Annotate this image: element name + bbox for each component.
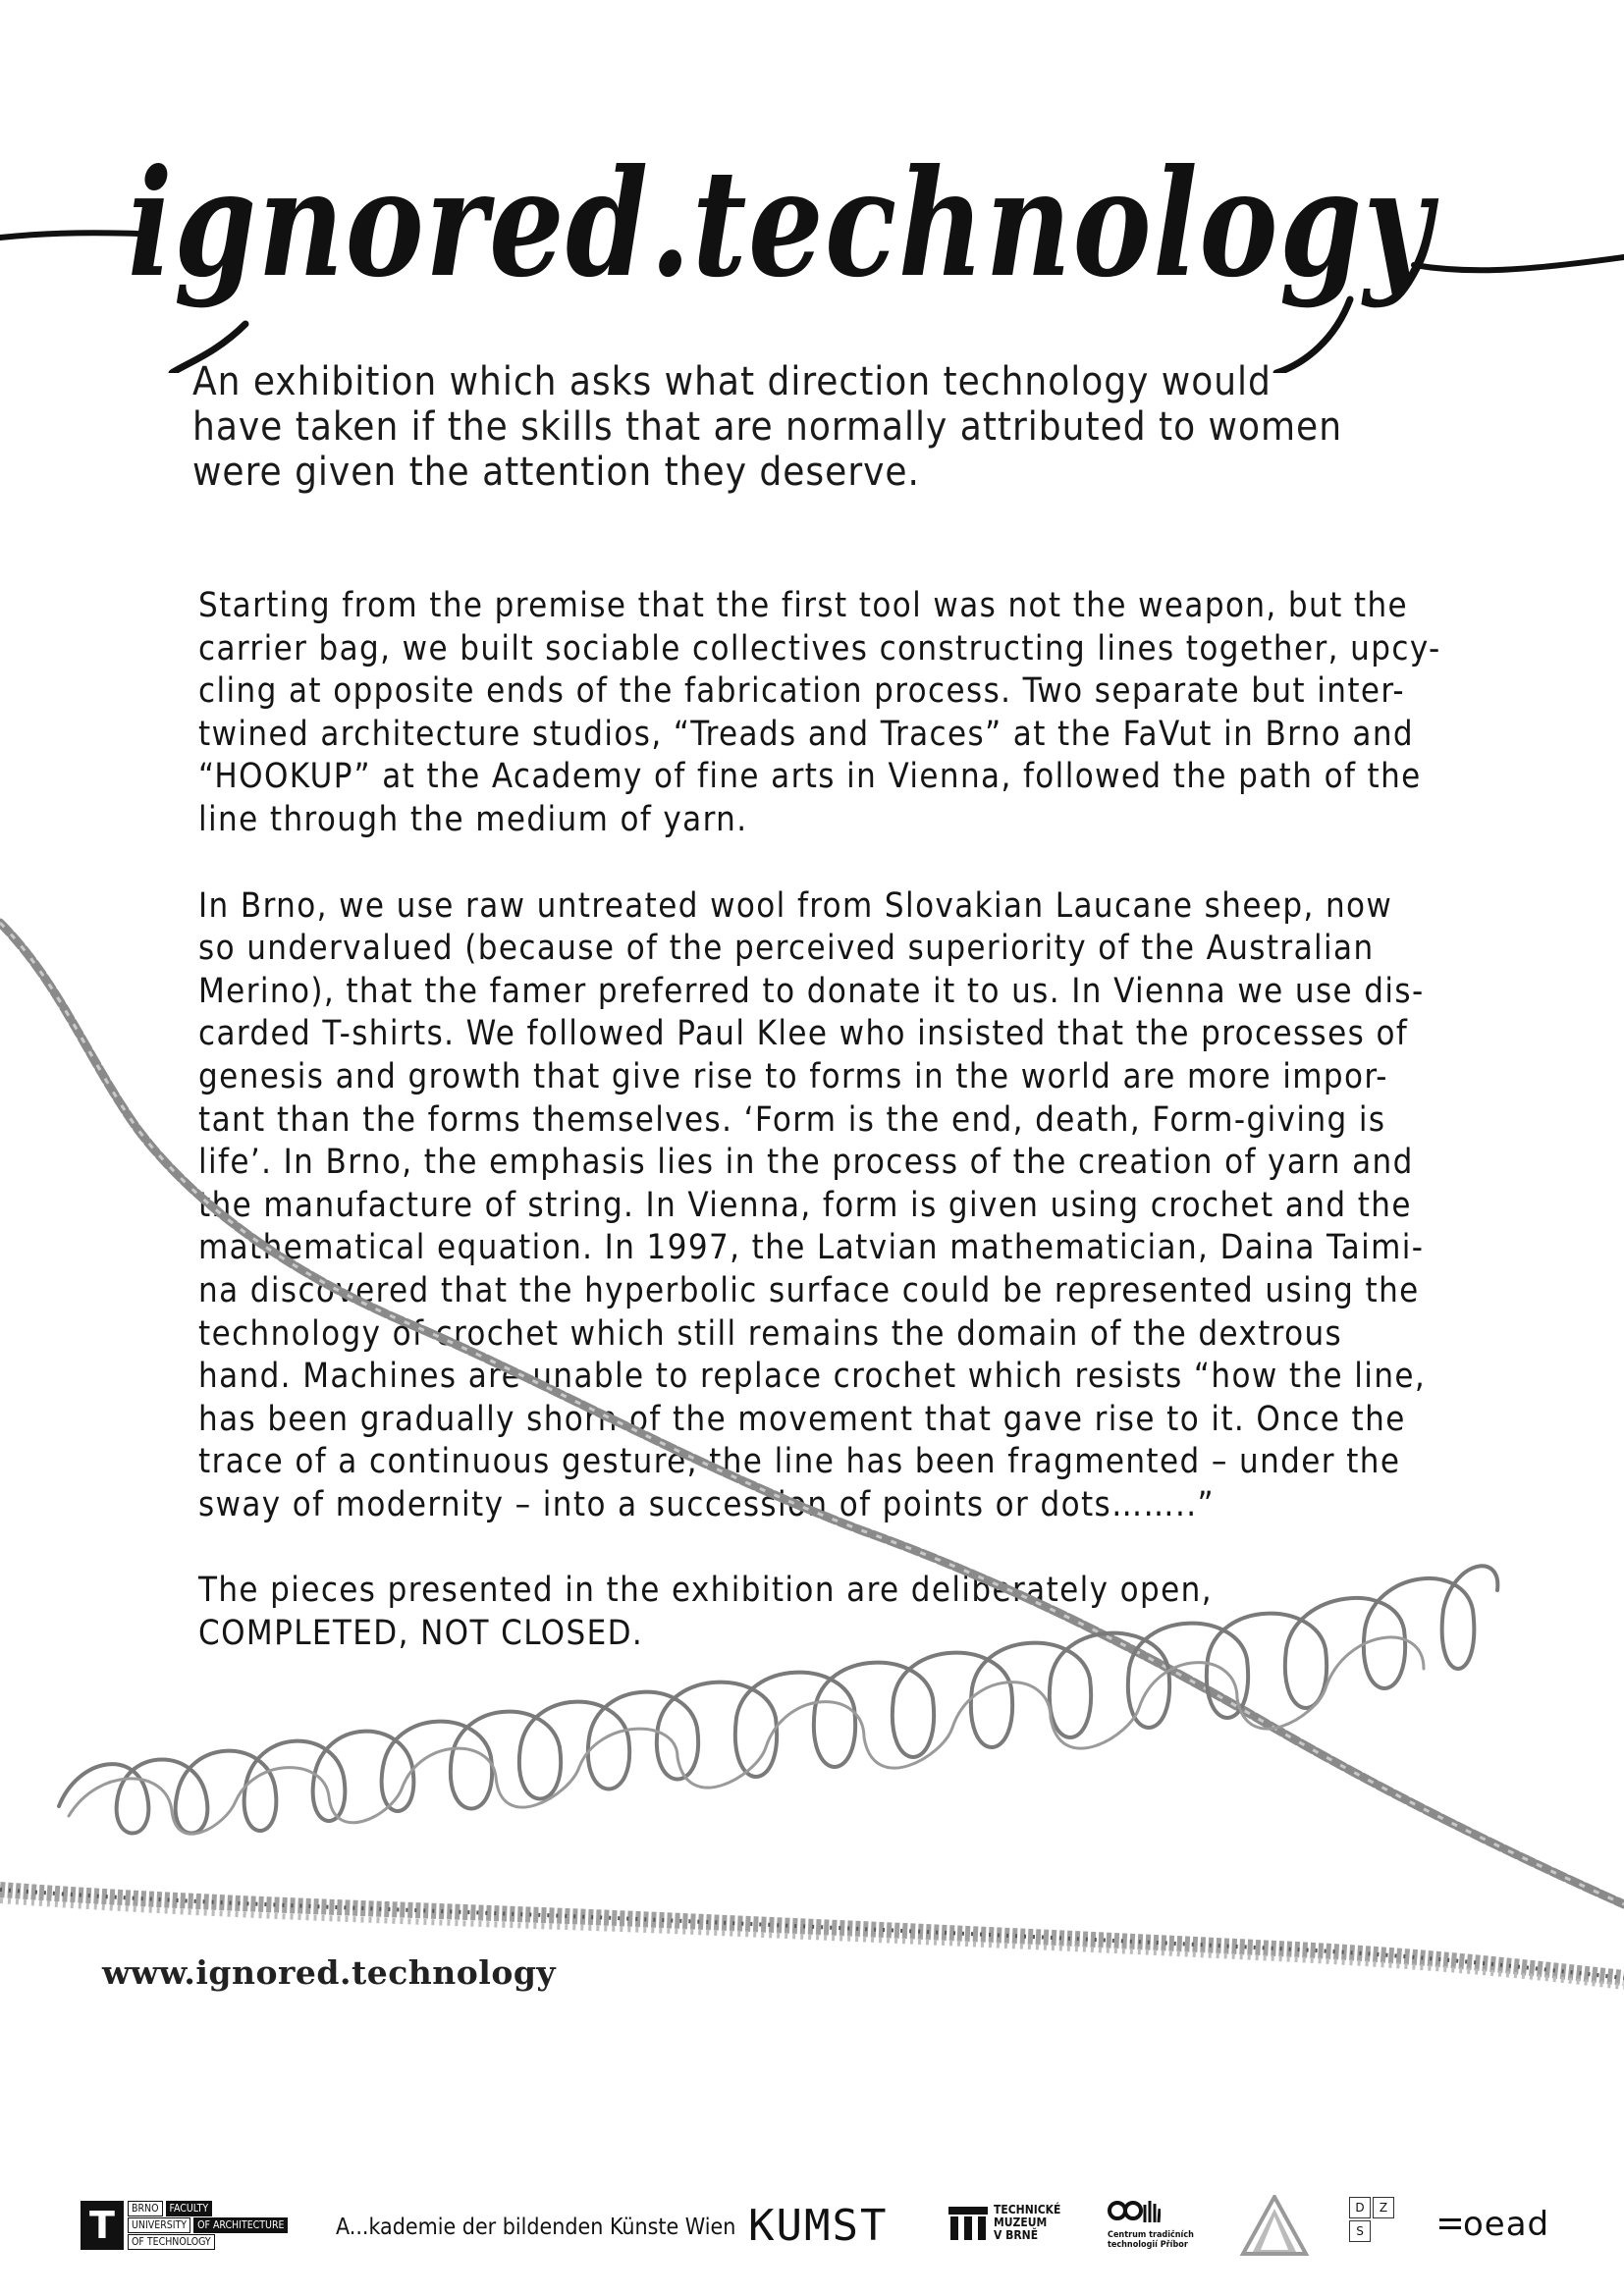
paragraph-3 [198, 1570, 1485, 1655]
brno-t-letter: T [81, 2201, 124, 2250]
brno-tag: OF TECHNOLOGY [128, 2234, 215, 2250]
muzeum-line: TECHNICKÉ [994, 2202, 1061, 2216]
brno-tag: OF ARCHITECTURE [193, 2217, 288, 2233]
text-line: Starting from the premise that the first tool was not the weapon, but the [198, 586, 1409, 625]
paragraph-1 [198, 585, 1485, 842]
text-line: tant than the forms themselves. ‘Form is the end, death, Form-giving is [198, 1099, 1386, 1140]
title-text: ignored.technology [128, 137, 1439, 310]
text-line: “HOOKUP” at the Academy of fine arts in Vienna, followed the path of the [198, 757, 1422, 797]
a-triangle-logo [1239, 2195, 1310, 2256]
muzeum-line: V BRNĚ [994, 2227, 1039, 2242]
text-line: sway of modernity – into a succession of points or dots……..” [198, 1484, 1215, 1524]
text-line: so undervalued (because of the perceived superiority of the Australian [198, 929, 1375, 969]
akademie-logo: A...kademie der bildenden Künste Wien [336, 2215, 736, 2240]
centrum-logo [1108, 2199, 1194, 2250]
oead-logo [1439, 2205, 1549, 2244]
text-line: In Brno, we use raw untreated wool from Slovakian Laucane sheep, now [198, 885, 1393, 926]
title-script [0, 128, 1624, 373]
text-line: mathematical equation. In 1997, the Latvian mathematician, Daina Taimi- [198, 1228, 1425, 1268]
text-line: line through the medium of yarn. [198, 799, 748, 839]
text-line: carrier bag, we built sociable collectives constructing lines together, upcy- [198, 628, 1441, 668]
text-line: the manufacture of string. In Vienna, form is given using crochet and the [198, 1185, 1412, 1225]
text-line: na discovered that the hyperbolic surface could be represented using the [198, 1270, 1420, 1310]
text-line: technology of crochet which still remains the domain of the dextrous [198, 1313, 1343, 1354]
dzs-cell: D [1349, 2197, 1371, 2218]
body-text [198, 585, 1485, 1656]
technicke-muzeum-logo [948, 2203, 1060, 2242]
text-line: twined architecture studios, “Treads and Traces” at the FaVut in Brno and [198, 714, 1415, 754]
centrum-line: technologií Příbor [1108, 2240, 1188, 2250]
oead-text: oead [1463, 2205, 1550, 2244]
brno-tag: UNIVERSITY [128, 2217, 190, 2233]
brno-university-logo [81, 2201, 288, 2250]
subtitle-line: An exhibition which asks what direction technology would [192, 359, 1272, 404]
muzeum-icon [948, 2203, 988, 2242]
footer-logos [81, 2195, 1553, 2264]
brno-tag: FACULTY [166, 2201, 213, 2216]
text-line: Merino), that the famer preferred to donate it to us. In Vienna we use dis- [198, 971, 1425, 1011]
hands-icon [1108, 2199, 1161, 2226]
paragraph-2 [198, 885, 1485, 1527]
subtitle-line: have taken if the skills that are normally attributed to women [192, 404, 1343, 450]
subtitle-line: were given the attention they deserve. [192, 450, 920, 495]
text-line: has been gradually shorn of the movement that gave rise to it. Once the [198, 1399, 1406, 1439]
dzs-cell: S [1349, 2220, 1371, 2242]
muzeum-line: MUZEUM [994, 2215, 1048, 2229]
text-line: trace of a continuous gesture, the line has been fragmented – under the [198, 1442, 1401, 1482]
subtitle [192, 359, 1371, 495]
text-line: genesis and growth that give rise to forms in the world are more impor- [198, 1056, 1388, 1096]
text-line: life’. In Brno, the emphasis lies in the process of the creation of yarn and [198, 1143, 1414, 1183]
text-line: cling at opposite ends of the fabrication process. Two separate but inter- [198, 671, 1405, 712]
centrum-line: Centrum tradičních [1108, 2230, 1194, 2240]
text-line: COMPLETED, NOT CLOSED. [198, 1614, 644, 1654]
dzs-logo [1349, 2197, 1408, 2256]
website-link[interactable]: www.ignored.technology [102, 1953, 557, 1992]
text-line: The pieces presented in the exhibition are deliberately open, [198, 1571, 1214, 1611]
kumst-logo: KUMST [748, 2201, 889, 2251]
text-line: carded T-shirts. We followed Paul Klee who insisted that the processes of [198, 1014, 1409, 1054]
text-line: hand. Machines are unable to replace crochet which resists “how the line, [198, 1357, 1427, 1397]
dzs-cell: Z [1373, 2197, 1394, 2218]
equals-icon [1439, 2216, 1461, 2232]
brno-tag: BRNO [128, 2201, 163, 2216]
